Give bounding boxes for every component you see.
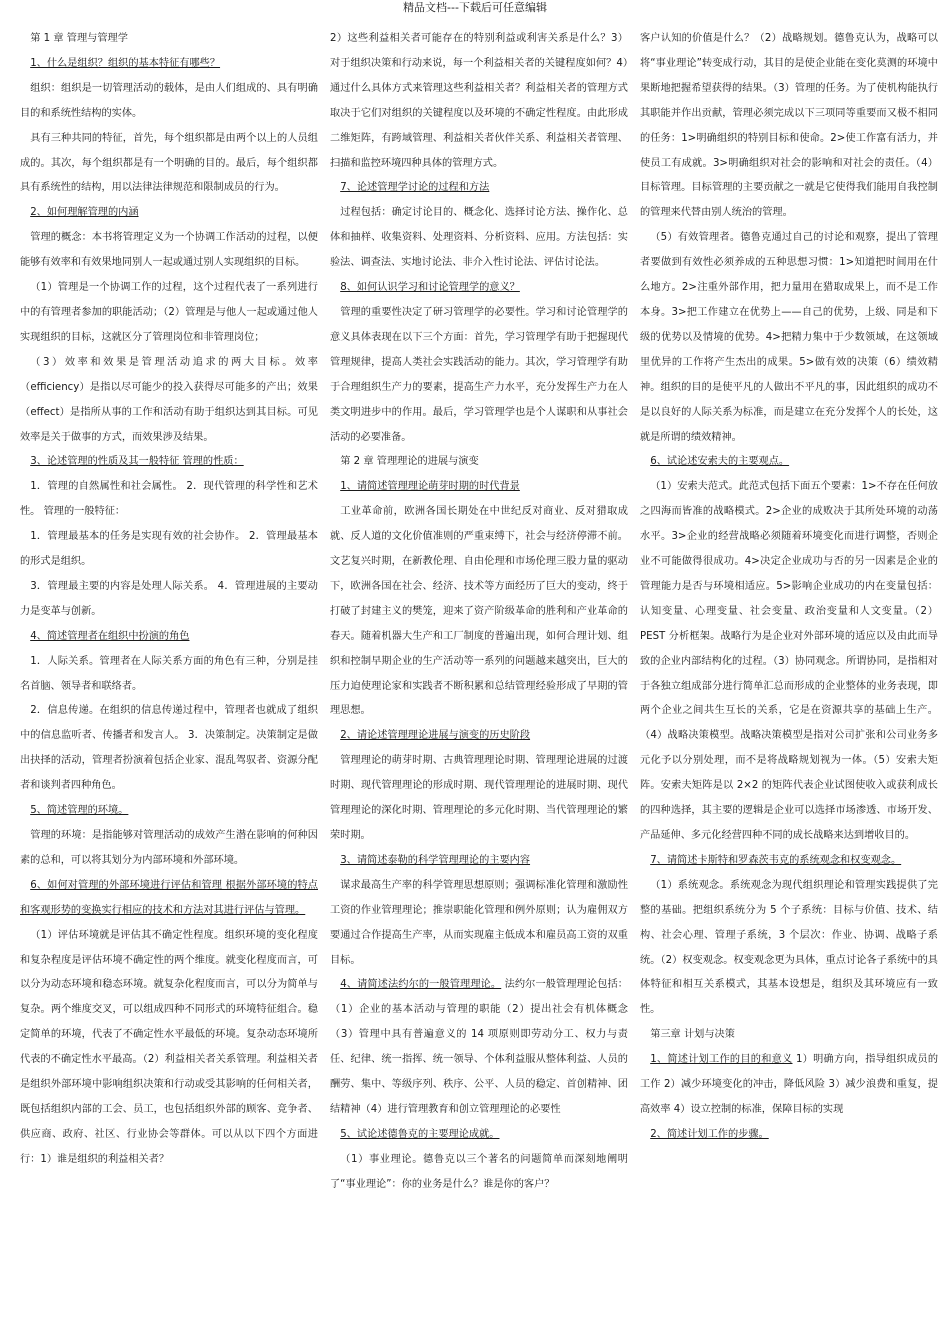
paragraph: 管理的概念：本书将管理定义为一个协调工作活动的过程，以便能够有效率和有效果地同别人一起或通过别人实现组织的目标。 (20, 232, 318, 269)
paragraph: 工业革命前，欧洲各国长期处在中世纪反对商业、反对猎取成就、反人道的文化价值准则的严重束缚下，社会与经济停滞不前。文艺复兴时期，在新教伦理、自由伦理和市场伦理三股力量的驱动下，欧洲各国在社会、经济、技术等方面经历了巨大的变动，终于打破了封建主义的樊笼，迎来了资产阶级革命的胜利和产业革命的春天。随着机器大生产和工厂制度的普遍出现，如何合理计划、组织和控制早期企业的生产活动等一系列的问题越来越突出，巨大的压力迫使理论家和实践者不断积累和总结管理经验形成了早期的管理思想。 (330, 506, 628, 717)
paragraph: （1）事业理论。德鲁克以三个著名的问题简单而深刻地阐明了“事业理论”：你的业务是什么？谁是你的客户？ (330, 1153, 628, 1190)
section-heading: 8、如何认识学习和讨论管理学的意义？ (340, 282, 520, 294)
paragraph: 组织：组织是一切管理活动的载体，是由人们组成的、具有明确目的和系统性结构的实体。 (20, 82, 318, 119)
section-heading: 1、请简述管理理论萌芽时期的时代背景 (340, 481, 520, 493)
paragraph: 1．管理最基本的任务是实现有效的社会协作。 2．管理最基本的形式是组织。 (20, 531, 318, 568)
section-heading: 6、如何对管理的外部环境进行评估和管理 根据外部环境的特点和客观形势的变换实行相应的技术和方法对其进行评估与管理。 (20, 879, 318, 916)
paragraph-text: 1）明确方向，指导组织成员的工作 2）减少环境变化的冲击，降低风险 3）减少浪费和重复，提高效率 4）设立控制的标准，保障目标的实现 (640, 1054, 939, 1115)
column-middle (330, 27, 628, 1198)
paragraph: 管理理论的萌芽时期、古典管理理论时期、管理理论进展的过渡时期、现代管理理论的形成时期、现代管理理论的进展时期、现代管理理论的深化时期、管理理论的多元化时期、当代管理理论的繁荣时期。 (330, 755, 628, 841)
section-heading: 3、请简述泰勒的科学管理理论的主要内容 (340, 854, 531, 866)
paragraph: 2．信息传递。在组织的信息传递过程中，管理者也就成了组织中的信息监听者、传播者和发言人。 3．决策制定。决策制定是做出抉择的活动，管理者扮演着包括企业家、混乱驾驭者、资源分配者和谈判者四种角色。 (20, 705, 318, 792)
paragraph: （3）效率和效果是管理活动追求的两大目标。效率（efficiency）是指以尽可能少的投入获得尽可能多的产出；效果（effect）是指所从事的工作和活动有助于组织达到其目标。可见效率是关于做事的方式，而效果涉及结果。 (20, 356, 318, 443)
paragraph: 具有三种共同的特征，首先，每个组织都是由两个以上的人员组成的。其次，每个组织都是有一个明确的目的。最后，每个组织都具有系统性的结构，用以法律法律规范和限制成员的行为。 (20, 132, 318, 194)
section-heading: 4、请简述法约尔的一般管理理论。 (340, 979, 502, 991)
paragraph: 1．人际关系。管理者在人际关系方面的角色有三种，分别是挂名首脑、领导者和联络者。 (20, 655, 318, 692)
paragraph: （1）安索夫范式。此范式包括下面五个要素：1>不存在任何放之四海而皆准的战略模式。2>企业的成败决于其所处环境的动荡水平。3>企业的经营战略必须随着环境变化而进行调整，否则企业不可能做得很成功。4>决定企业成功与否的另一因素是企业的管理能力是否与环境相适应。5>影响企业成功的内在变量包括：认知变量、心理变量、社会变量、政治变量和人文变量。（2）PEST 分析框架。战略行为是企业对外部环境的适应以及由此而导致的企业内部结构化的过程。（3）协同观念。所谓协同，是指相对于各独立组成部分进行简单汇总而形成的企业整体的业务表现，即两个企业之间共生互长的关系，它是在资源共享的基础上生产。（4）战略决策模型。战略决策模型是指对公司扩张和公司业务多元化予以分别处理，而不是将战略规划视为一体。（5）安索夫矩阵。安索夫矩阵是以 2×2 的矩阵代表企业试图使收入或获利成长的四种选择，其主要的逻辑是企业可以选择市场渗透、市场开发、产品延伸、多元化经营四种不同的成长战略来达到增收目的。 (640, 481, 938, 841)
chapter-title: 第 2 章 管理理论的进展与演变 (340, 456, 479, 468)
paragraph: 管理的重要性决定了研习管理学的必要性。学习和讨论管理学的意义具体表现在以下三个方面：首先，学习管理学有助于把握现代管理规律，提高人类社会实践活动的能力。其次，学习管理学有助于合理组织生产力的要素，提高生产力水平，充分发挥生产力在人类文明进步中的作用。最后，学习管理学也是个人谋职和从事社会活动的必要准备。 (330, 306, 628, 443)
paragraph: 谋求最高生产率的科学管理思想原则；强调标准化管理和激励性工资的作业管理理论；推崇职能化管理和例外原则；认为雇佣双方要通过合作提高生产率，从而实现雇主低成本和雇员高工资的双重目标。 (330, 879, 628, 966)
paragraph: 管理的环境：是指能够对管理活动的成效产生潜在影响的何种因素的总和，可以将其划分为内部环境和外部环境。 (20, 830, 318, 866)
paragraph (330, 973, 628, 1122)
paragraph: （1）管理是一个协调工作的过程，这个过程代表了一系列进行中的有管理者参加的职能活动；（2）管理是与他人一起或通过他人实现组织的目标，这就区分了管理岗位和非管理岗位； (20, 282, 318, 343)
section-heading: 2、如何理解管理的内涵 (30, 207, 139, 219)
paragraph (640, 1048, 938, 1123)
column-right (640, 27, 938, 1198)
paragraph-text: 法约尔一般管理理论包括：（1）企业的基本活动与管理的职能（2）提出社会有机体概念（3）管理中具有普遍意义的 14 项原则即劳动分工、权力与责任、纪律、统一指挥、统一领导、个体利益服从整体利益、人员的酬劳、集中、等级序列、秩序、公平、人员的稳定、首创精神、团结精神（4）进行管理教育和创立管理理论的必要性 (330, 979, 628, 1115)
section-heading: 4、简述管理者在组织中扮演的角色 (30, 630, 190, 642)
paragraph: 1．管理的自然属性和社会属性。 2．现代管理的科学性和艺术性。 管理的一般特征： (20, 481, 318, 518)
section-heading: 2、请论述管理理论进展与演变的历史阶段 (340, 730, 531, 742)
chapter-title: 第 1 章 管理与管理学 (30, 33, 128, 44)
paragraph: 3．管理最主要的内容是处理人际关系。 4．管理进展的主要动力是变革与创新。 (20, 580, 318, 617)
section-heading: 2、简述计划工作的步骤。 (650, 1128, 769, 1140)
paragraph: （1）评估环境就是评估其不确定性程度。组织环境的变化程度和复杂程度是评估环境不确定性的两个维度。就变化程度而言，可以分为动态环境和稳态环境。就复杂化程度而言，可以分为简单与复杂。两个维度交叉，可以组成四种不同形式的环境特征组合。稳定简单的环境，代表了不确定性水平最低的环境。复杂动态环境所代表的不确定性水平最高。（2）利益相关者关系管理。利益相关者是组织外部环境中影响组织决策和行动或受其影响的任何相关者，既包括组织内部的工会、员工，也包括组织外部的顾客、竞争者、供应商、政府、社区、行业协会等群体。可以从以下四个方面进行：1）谁是组织的利益相关者？ (20, 929, 318, 1165)
section-heading: 7、论述管理学讨论的过程和方法 (340, 182, 490, 194)
page-header: 精品文档---下载后可任意编辑 (403, 1, 547, 14)
section-heading: 1、简述计划工作的目的和意义 (650, 1054, 793, 1066)
paragraph: 客户认知的价值是什么？（2）战略规划。德鲁克认为，战略可以将“事业理论”转变成行动，其目的是使企业能在变化莫测的环境中果断地把握希望获得的结果。（3）管理的任务。为了使机构能执行其职能并作出贡献，管理必须完成以下三项同等重要而又极不相同的任务：1>明确组织的特别目标和使命。2>使工作富有活力，并使员工有成就。3>明确组织对社会的影响和对社会的责任。（4）目标管理。目标管理的主要贡献之一就是它使得我们能用自我控制的管理来代替由别人统治的管理。 (640, 33, 938, 219)
column-left (20, 27, 318, 1198)
section-heading: 3、论述管理的性质及其一般特征 管理的性质： (30, 456, 244, 468)
paragraph: 过程包括：确定讨论目的、概念化、选择讨论方法、操作化、总体和抽样、收集资料、处理资料、分析资料、应用。方法包括：实验法、调查法、实地讨论法、非介入性讨论法、评估讨论法。 (330, 207, 628, 269)
section-heading: 5、简述管理的环境。 (30, 805, 129, 817)
section-heading: 6、试论述安索夫的主要观点。 (650, 456, 790, 468)
section-heading: 1、什么是组织？组织的基本特征有哪些？ (30, 57, 221, 69)
chapter-title: 第三章 计划与决策 (650, 1029, 735, 1041)
section-heading: 7、请简述卡斯特和罗森茨韦克的系统观念和权变观念。 (650, 854, 902, 866)
paragraph: 2）这些利益相关者可能存在的特别利益或利害关系是什么？3）对于组织决策和行动来说，每一个利益相关者的关键程度如何？4）通过什么具体方式来管理这些利益相关者？利益相关者的管理方式取决于它们对组织的关键程度以及环境的不确定性程度。由此形成二维矩阵，有跨域管理、利益相关者伙伴关系、利益相关者管理、扫描和监控环境四种具体的管理方式。 (330, 33, 628, 169)
paragraph: （1）系统观念。系统观念为现代组织理论和管理实践提供了完整的基础。把组织系统分为 5 个子系统：目标与价值、技术、结构、社会心理、管理子系统，3 个层次：作业、协调、战略子系统。（2）权变观念。权变观念更为具体，重点讨论各子系统中的具体特征和相互关系模式，其基本设想是，组织及其环境应有一致性。 (640, 879, 938, 1016)
document-body (0, 17, 950, 1198)
section-heading: 5、试论述德鲁克的主要理论成就。 (340, 1128, 500, 1140)
paragraph: （5）有效管理者。德鲁克通过自己的讨论和观察，提出了管理者要做到有效性必须养成的五种思想习惯：1>知道把时间用在什么地方。2>注重外部作用，把力量用在猎取成果上，而不是工作本身。3>把工作建立在优势上——自己的优势，上级、同是和下级的优势以及情境的优势。4>把精力集中于少数领域，在这领域里优异的工作将产生杰出的成果。5>做有效的决策（6）绩效精神。组织的目的是使平凡的人做出不平凡的事，因此组织的成功不是以良好的人际关系为标准，而是建立在充分发挥个人的长处，这就是所谓的绩效精神。 (640, 232, 938, 443)
